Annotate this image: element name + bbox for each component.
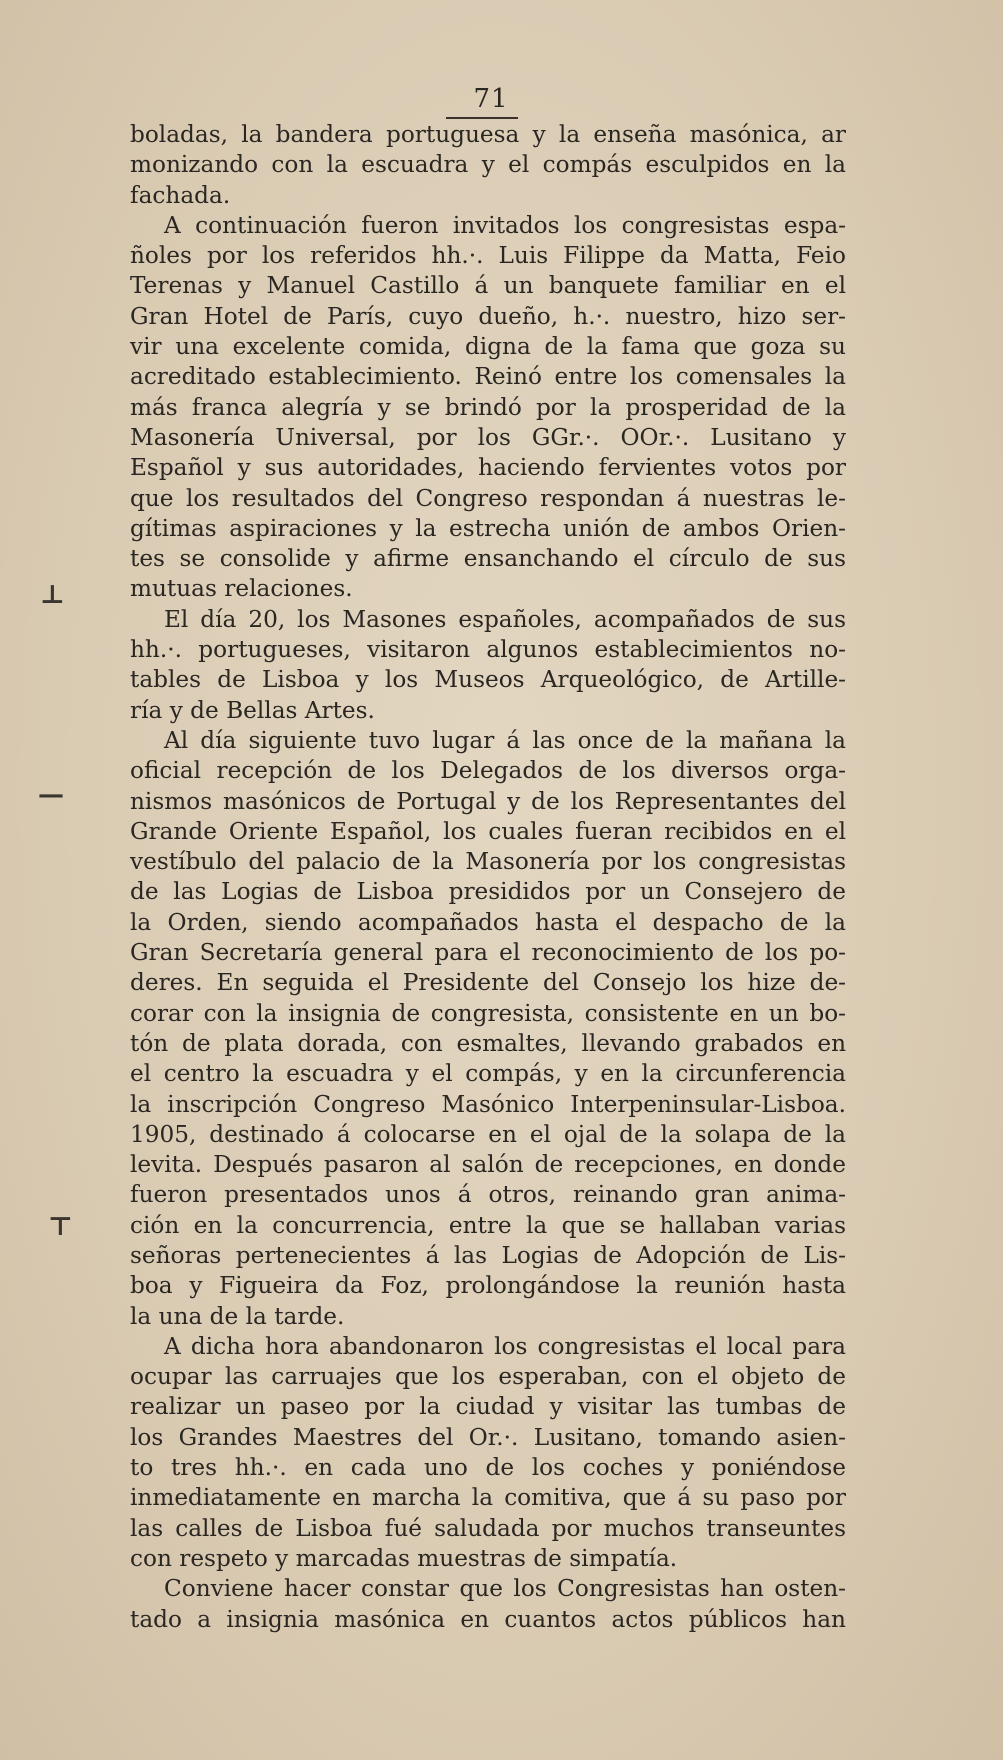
text-line: levita. Después pasaron al salón de recepciones, en donde — [130, 1151, 846, 1179]
text-line: tado a insignia masónica en cuantos actos públicos han — [130, 1605, 846, 1633]
body-text — [130, 120, 846, 1635]
text-line: señoras pertenecientes á las Logias de Adopción de Lis- — [130, 1241, 846, 1269]
binding-mark-3: ⊤ — [48, 1212, 73, 1242]
text-line: ría y de Bellas Artes. — [130, 696, 375, 724]
text-line: acreditado establecimiento. Reinó entre los comensales la — [130, 363, 846, 391]
text-line: monizando con la escuadra y el compás esculpidos en la — [130, 151, 846, 179]
text-line: mutuas relaciones. — [130, 575, 353, 603]
text-line: de las Logias de Lisboa presididos por un Consejero de — [130, 878, 846, 906]
text-line: to tres hh.·. en cada uno de los coches y poniéndose — [130, 1454, 846, 1482]
text-line: Grande Oriente Español, los cuales fueran recibidos en el — [130, 817, 846, 845]
text-line: Gran Hotel de París, cuyo dueño, h.·. nuestro, hizo ser- — [130, 302, 846, 330]
text-line: tón de plata dorada, con esmaltes, llevando grabados en — [130, 1029, 846, 1057]
text-line: 1905, destinado á colocarse en el ojal de la solapa de la — [130, 1120, 846, 1148]
text-line: fueron presentados unos á otros, reinando gran anima- — [130, 1181, 846, 1209]
text-line: Al día siguiente tuvo lugar á las once de la mañana la — [164, 726, 846, 754]
text-line: ñoles por los referidos hh.·. Luis Filippe da Matta, Feio — [130, 242, 846, 270]
text-line: vir una excelente comida, digna de la fama que goza su — [130, 333, 846, 361]
text-line: las calles de Lisboa fué saludada por muchos transeuntes — [130, 1514, 846, 1542]
binding-mark-1: ⊥ — [40, 580, 65, 610]
text-line: ción en la concurrencia, entre la que se hallaban varias — [130, 1211, 846, 1239]
text-line: gítimas aspiraciones y la estrecha unión de ambos Orien- — [130, 514, 846, 542]
text-line: oficial recepción de los Delegados de los diversos orga- — [130, 757, 846, 785]
text-line: la inscripción Congreso Masónico Interpeninsular-Lisboa. — [130, 1090, 846, 1118]
text-line: más franca alegría y se brindó por la prosperidad de la — [130, 393, 846, 421]
text-line: la una de la tarde. — [130, 1302, 345, 1330]
text-line: Conviene hacer constar que los Congresistas han osten- — [164, 1575, 846, 1603]
text-line: deres. En seguida el Presidente del Consejo los hize de- — [130, 969, 846, 997]
text-line: nismos masónicos de Portugal y de los Representantes del — [130, 787, 846, 815]
text-line: ocupar las carruajes que los esperaban, con el objeto de — [130, 1363, 846, 1391]
text-line: Español y sus autoridades, haciendo fervientes votos por — [130, 454, 846, 482]
text-line: Gran Secretaría general para el reconocimiento de los po- — [130, 939, 846, 967]
text-line: fachada. — [130, 181, 231, 209]
text-line: la Orden, siendo acompañados hasta el despacho de la — [130, 908, 846, 936]
text-line: tes se consolide y afirme ensanchando el círculo de sus — [130, 545, 846, 573]
page-number-rule — [446, 117, 518, 119]
text-line: tables de Lisboa y los Museos Arqueológico, de Artille- — [130, 666, 846, 694]
text-line: Masonería Universal, por los GGr.·. OOr.·. Lusitano y — [130, 423, 846, 451]
page-number: 71 — [473, 84, 509, 114]
binding-mark-2: — — [38, 780, 64, 810]
text-line: A dicha hora abandonaron los congresistas el local para — [164, 1332, 846, 1360]
text-line: con respeto y marcadas muestras de simpatía. — [130, 1544, 678, 1572]
text-line: A continuación fueron invitados los congresistas espa- — [164, 211, 846, 239]
text-line: hh.·. portugueses, visitaron algunos establecimientos no- — [130, 636, 846, 664]
text-line: boladas, la bandera portuguesa y la enseña masónica, ar — [130, 121, 846, 148]
text-line: realizar un paseo por la ciudad y visitar las tumbas de — [130, 1393, 846, 1421]
text-line: El día 20, los Masones españoles, acompañados de sus — [164, 605, 846, 633]
text-line: vestíbulo del palacio de la Masonería por los congresistas — [130, 848, 846, 876]
text-line: que los resultados del Congreso respondan á nuestras le- — [130, 484, 846, 512]
text-line: corar con la insignia de congresista, consistente en un bo- — [130, 999, 846, 1027]
text-line: el centro la escuadra y el compás, y en la circunferencia — [130, 1060, 846, 1088]
text-line: boa y Figueira da Foz, prolongándose la reunión hasta — [130, 1272, 846, 1300]
text-line: inmediatamente en marcha la comitiva, que á su paso por — [130, 1484, 846, 1512]
text-line: Terenas y Manuel Castillo á un banquete familiar en el — [130, 272, 846, 300]
text-line: los Grandes Maestres del Or.·. Lusitano, tomando asien- — [130, 1423, 846, 1451]
